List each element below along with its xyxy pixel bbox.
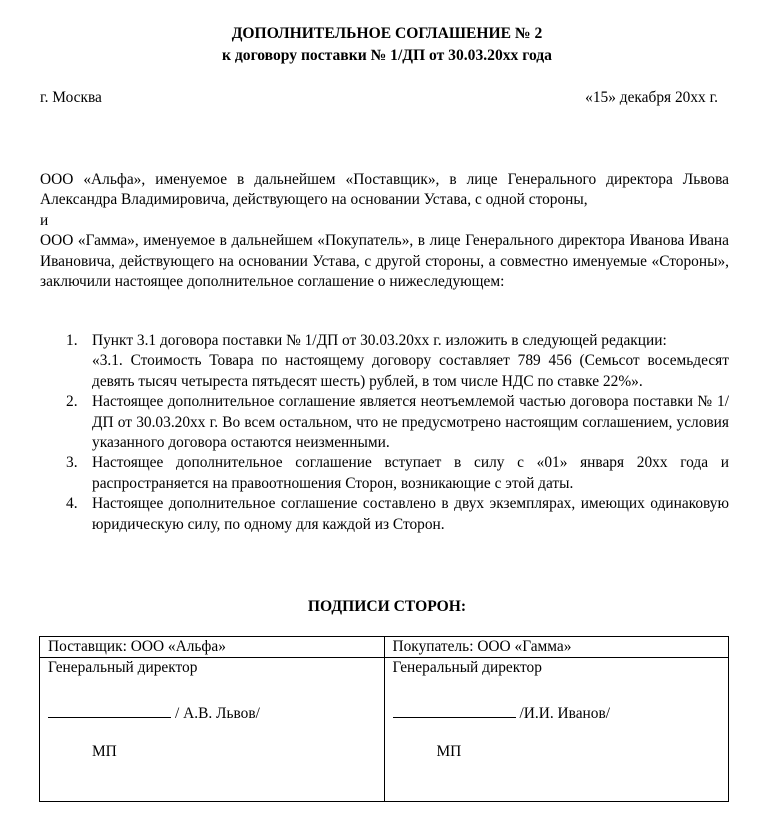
item-text: Пункт 3.1 договора поставки № 1/ДП от 30.03.20хх г. изложить в следующей редакции: (92, 332, 667, 349)
signatures-table (39, 636, 729, 802)
agreement-item (64, 494, 729, 535)
supplier-position: Генеральный директор (48, 659, 198, 676)
buyer-signature-line[interactable] (393, 702, 516, 718)
buyer-sign-row (393, 702, 721, 724)
supplier-paragraph: ООО «Альфа», именуемое в дальнейшем «Поставщик», в лице Генерального директора Львова Александра Владимировича, действующего на основании Устава, с одной стороны, (40, 171, 729, 209)
signatures-header-row (40, 637, 729, 658)
item-text: Настоящее дополнительное соглашение составлено в двух экземплярах, имеющих одинаковую юридическую силу, по одному для каждой из Сторон. (92, 495, 729, 533)
city: г. Москва (40, 89, 102, 106)
signatures-title: ПОДПИСИ СТОРОН: (307, 598, 467, 615)
supplier-signature-cell (40, 658, 385, 802)
buyer-signature-cell (384, 658, 729, 802)
agreement-items (64, 331, 729, 535)
supplier-sign-row (48, 702, 376, 724)
supplier-signature-line[interactable] (48, 702, 171, 718)
supplier-signatory-name: / А.В. Львов/ (175, 705, 260, 722)
item-number: 1. (66, 332, 78, 349)
conjunction: и (40, 211, 49, 229)
buyer-stamp-place: МП (436, 743, 462, 760)
item-number: 3. (66, 454, 78, 472)
agreement-item (64, 453, 729, 494)
document-date: «15» декабря 20хх г. (585, 89, 718, 106)
supplier-party: Поставщик: ООО «Альфа» (40, 637, 385, 658)
buyer-party: Покупатель: ООО «Гамма» (384, 637, 729, 658)
agreement-item (64, 392, 729, 453)
item-number: 4. (66, 495, 78, 513)
item-text: Настоящее дополнительное соглашение является неотъемлемой частью договора поставки № 1/ДП от 30.03.20хх г. Во всем остальном, что не предусмотрено настоящим соглашением, условия указанного договора остаются неизменными. (92, 393, 729, 452)
agreement-item (64, 331, 729, 392)
document-subtitle: к договору поставки № 1/ДП от 30.03.20хх года (222, 47, 552, 64)
signatures-body-row (40, 658, 729, 802)
buyer-paragraph: ООО «Гамма», именуемое в дальнейшем «Покупатель», в лице Генерального директора Иванова Ивана Ивановича, действующего на основании Устава, с другой стороны, а совместно именуемые «Стороны», заключили настоящее дополнительное соглашение о нижеследующем: (40, 232, 729, 291)
supplier-stamp-place: МП (92, 743, 117, 760)
buyer-position: Генеральный директор (392, 659, 542, 676)
item-quote: «3.1. Стоимость Товара по настоящему договору составляет 789 456 (Семьсот восемьдесят девять тысяч четыреста пятьдесят шесть) рублей, в том числе НДС по ставке 22%». (92, 352, 729, 390)
preamble (40, 170, 729, 292)
item-number: 2. (66, 393, 78, 411)
document-title: ДОПОЛНИТЕЛЬНОЕ СОГЛАШЕНИЕ № 2 (231, 25, 543, 42)
item-text: Настоящее дополнительное соглашение вступает в силу с «01» января 20хх года и распространяется на правоотношения Сторон, возникающие с этой даты. (92, 454, 729, 492)
buyer-signatory-name: /И.И. Иванов/ (519, 705, 611, 722)
